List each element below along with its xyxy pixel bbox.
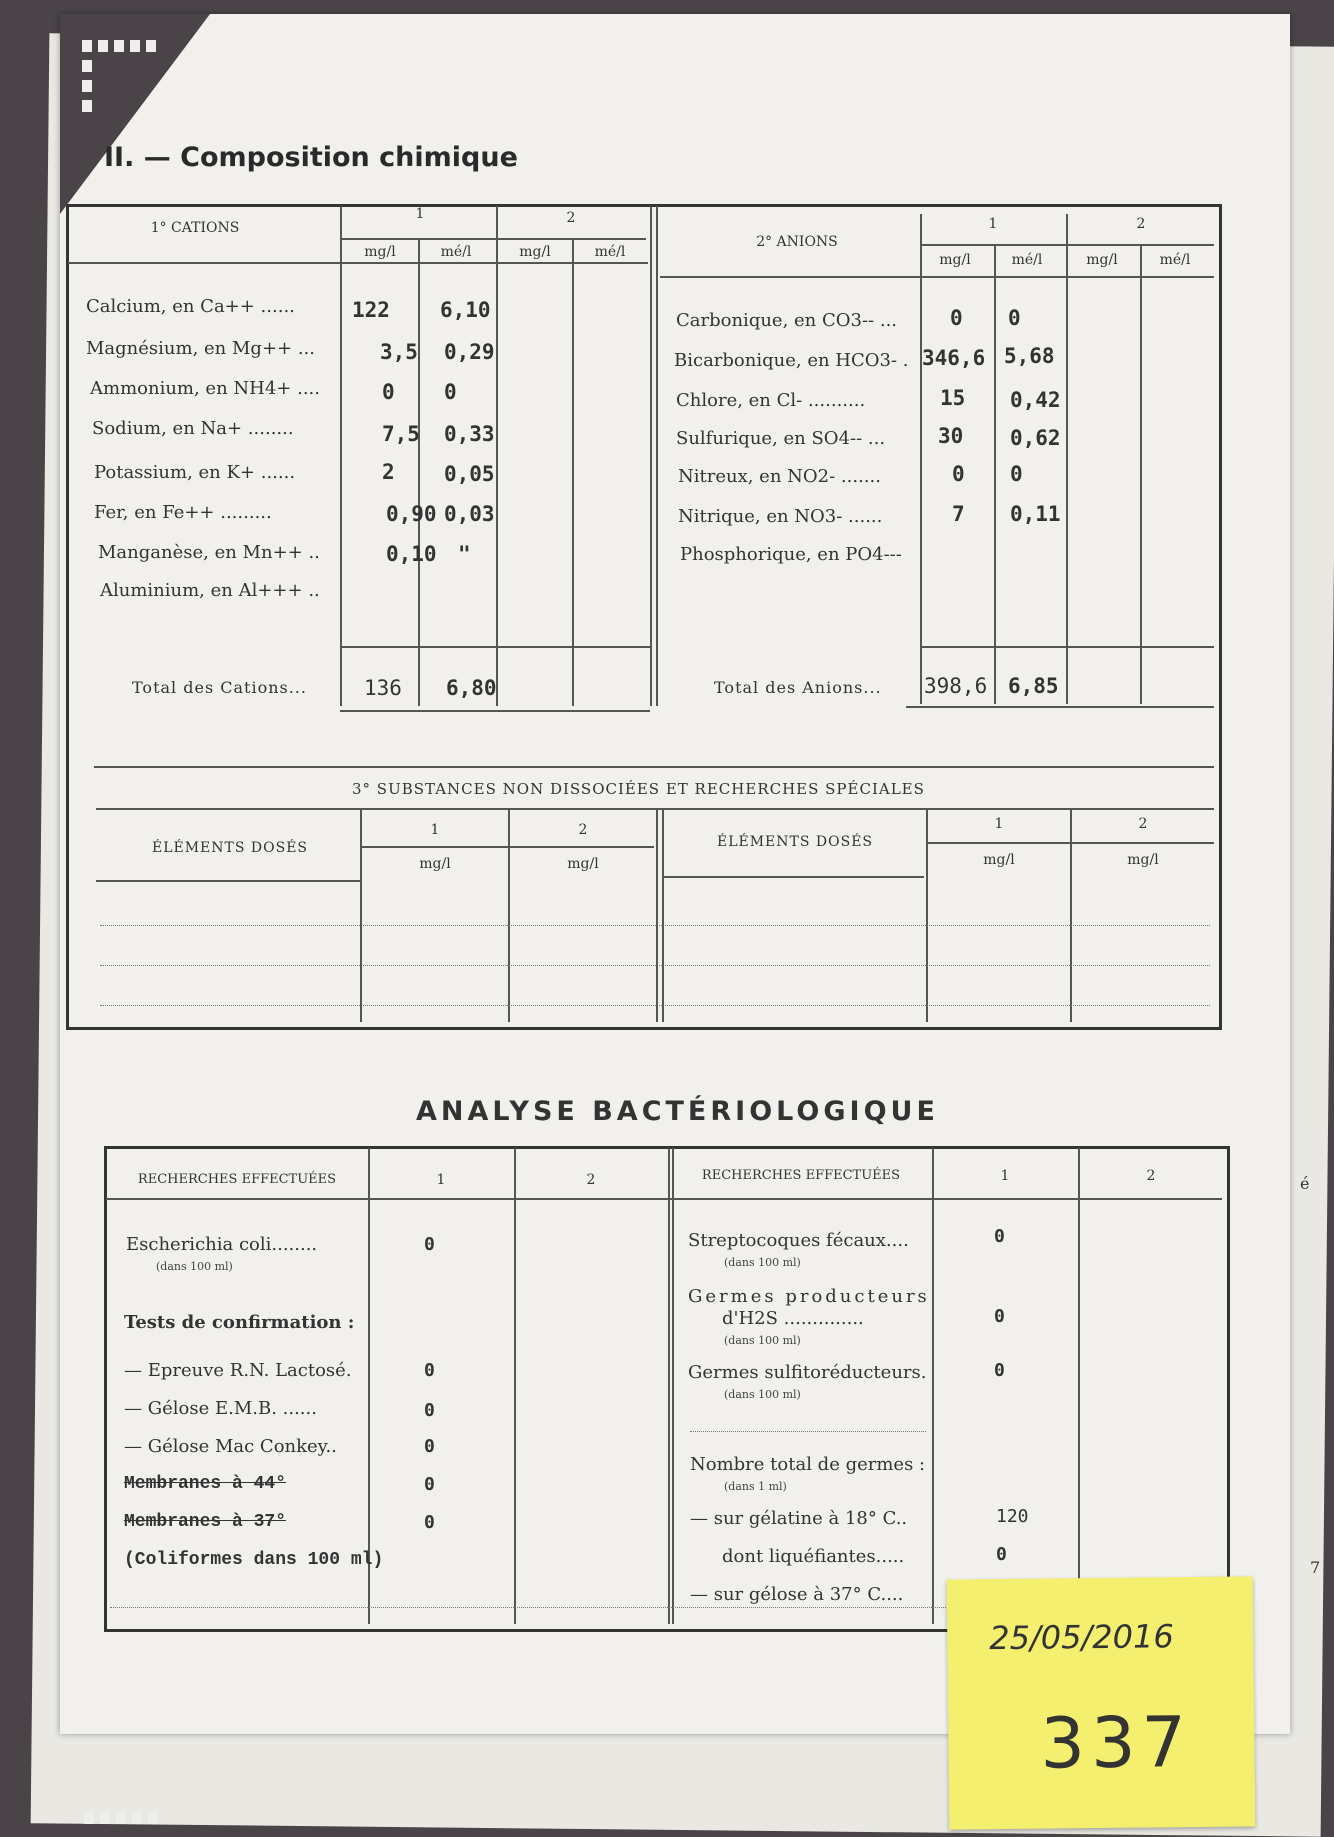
cation-me: 0,05 bbox=[444, 462, 495, 486]
special-col2-left: 2 bbox=[578, 822, 588, 838]
anion-me: 0,42 bbox=[1010, 388, 1061, 412]
anions-col2: 2 bbox=[1136, 216, 1146, 232]
anions-unit-me: mé/l bbox=[1011, 252, 1043, 268]
bacterio-label: (Coliformes dans 100 ml) bbox=[124, 1550, 384, 1570]
bacterio-label: — Epreuve R.N. Lactosé. bbox=[124, 1360, 352, 1381]
cation-label: Potassium, en K+ ...... bbox=[94, 462, 296, 483]
cations-col1: 1 bbox=[415, 206, 425, 222]
cations-total-label: Total des Cations... bbox=[132, 678, 307, 697]
bacterio-val: 120 bbox=[996, 1506, 1029, 1527]
anion-me: 0,62 bbox=[1010, 426, 1061, 450]
bacterio-col2-left: 2 bbox=[586, 1172, 596, 1188]
anions-unit-mg2: mg/l bbox=[1086, 252, 1118, 268]
cation-label: Aluminium, en Al+++ .. bbox=[100, 580, 320, 601]
anion-mg: 0 bbox=[952, 462, 965, 486]
bacterio-label: — sur gélose à 37° C.... bbox=[690, 1584, 904, 1605]
anion-label: Bicarbonique, en HCO3- . bbox=[674, 350, 909, 371]
bacterio-val: 0 bbox=[994, 1306, 1005, 1327]
bacterio-label: Tests de confirmation : bbox=[124, 1312, 355, 1333]
cation-mg: 7,5 bbox=[382, 422, 420, 446]
anion-me: 0,11 bbox=[1010, 502, 1061, 526]
special-unit-right1: mg/l bbox=[983, 852, 1015, 868]
anion-label: Nitrique, en NO3- ...... bbox=[678, 506, 883, 527]
anion-mg: 15 bbox=[940, 386, 966, 410]
cation-me: 6,10 bbox=[440, 298, 491, 322]
special-col1-left: 1 bbox=[430, 822, 440, 838]
bacterio-sub: (dans 100 ml) bbox=[156, 1260, 233, 1273]
anions-total-mg: 398,6 bbox=[924, 674, 988, 698]
cations-total-me: 6,80 bbox=[446, 676, 497, 700]
cations-col2: 2 bbox=[566, 210, 576, 226]
bacterio-sub: (dans 100 ml) bbox=[724, 1334, 801, 1347]
cation-me: 0,33 bbox=[444, 422, 495, 446]
bacterio-label: — Gélose Mac Conkey.. bbox=[124, 1436, 337, 1457]
bacterio-label: dont liquéfiantes..... bbox=[722, 1546, 905, 1567]
cation-mg: 3,5 bbox=[380, 340, 418, 364]
bacterio-col1-right: 1 bbox=[1000, 1168, 1010, 1184]
anion-mg: 30 bbox=[938, 424, 964, 448]
anion-mg: 346,6 bbox=[922, 346, 986, 370]
bacterio-title: ANALYSE BACTÉRIOLOGIQUE bbox=[416, 1096, 939, 1127]
bacterio-label: Escherichia coli........ bbox=[126, 1234, 318, 1255]
cations-unit-me2: mé/l bbox=[594, 244, 626, 260]
bacterio-val: 0 bbox=[994, 1360, 1005, 1381]
cation-mg: 0,10 bbox=[386, 542, 437, 566]
cation-label: Magnésium, en Mg++ ... bbox=[86, 338, 315, 359]
anion-me: 0 bbox=[1008, 306, 1021, 330]
cation-label: Fer, en Fe++ ......... bbox=[94, 502, 272, 523]
anion-label: Carbonique, en CO3-- ... bbox=[676, 310, 898, 331]
anions-unit-me2: mé/l bbox=[1159, 252, 1191, 268]
edge-mark-e: é bbox=[1300, 1174, 1310, 1193]
anion-label: Sulfurique, en SO4-- ... bbox=[676, 428, 886, 449]
bacterio-val: 0 bbox=[424, 1400, 435, 1421]
cation-me: 0,03 bbox=[444, 502, 495, 526]
sticky-note bbox=[947, 1576, 1256, 1829]
special-col1-right: 1 bbox=[994, 816, 1004, 832]
anions-header: 2° ANIONS bbox=[756, 234, 838, 250]
anion-label: Chlore, en Cl- .......... bbox=[676, 390, 866, 411]
edge-mark-7: 7 bbox=[1310, 1558, 1321, 1577]
section-title: II. — Composition chimique bbox=[104, 142, 518, 173]
cation-label: Calcium, en Ca++ ...... bbox=[86, 296, 295, 317]
bacterio-label: Membranes à 44° bbox=[124, 1474, 287, 1494]
cation-label: Manganèse, en Mn++ .. bbox=[98, 542, 320, 563]
anion-label: Phosphorique, en PO4--- bbox=[680, 544, 902, 565]
bacterio-val: 0 bbox=[424, 1360, 435, 1381]
cations-unit-mg: mg/l bbox=[364, 244, 396, 260]
bacterio-header-right: RECHERCHES EFFECTUÉES bbox=[701, 1168, 901, 1183]
special-elements-left: ÉLÉMENTS DOSÉS bbox=[151, 840, 309, 856]
bacterio-label: Germes sulfitoréducteurs. bbox=[688, 1362, 927, 1383]
anions-unit-mg: mg/l bbox=[939, 252, 971, 268]
cations-unit-mg2: mg/l bbox=[519, 244, 551, 260]
bacterio-val: 0 bbox=[424, 1474, 435, 1495]
bacterio-label: — sur gélatine à 18° C.. bbox=[690, 1508, 908, 1529]
special-unit-right2: mg/l bbox=[1127, 852, 1159, 868]
bacterio-val: 0 bbox=[424, 1436, 435, 1457]
bacterio-val: 0 bbox=[994, 1226, 1005, 1247]
bacterio-val: 0 bbox=[424, 1512, 435, 1533]
bacterio-val: 0 bbox=[424, 1234, 435, 1255]
anion-me: 5,68 bbox=[1004, 344, 1055, 368]
anions-col1: 1 bbox=[988, 216, 998, 232]
special-unit-left1: mg/l bbox=[419, 856, 451, 872]
bacterio-dots bbox=[690, 1430, 926, 1432]
cation-mg: 0 bbox=[382, 380, 395, 404]
bacterio-sub: (dans 1 ml) bbox=[724, 1480, 787, 1493]
bacterio-val: 0 bbox=[996, 1544, 1007, 1565]
anions-total-me: 6,85 bbox=[1008, 674, 1059, 698]
cations-total-mg: 136 bbox=[364, 676, 402, 700]
cation-mg: 122 bbox=[352, 298, 390, 322]
cation-me: 0 bbox=[444, 380, 457, 404]
cation-label: Sodium, en Na+ ........ bbox=[92, 418, 294, 439]
anion-mg: 0 bbox=[950, 306, 963, 330]
anion-mg: 7 bbox=[952, 502, 965, 526]
bacterio-header-left: RECHERCHES EFFECTUÉES bbox=[137, 1172, 337, 1187]
bacterio-sub: (dans 100 ml) bbox=[724, 1256, 801, 1269]
cation-mg: 2 bbox=[382, 460, 395, 484]
cations-unit-me: mé/l bbox=[440, 244, 472, 260]
cation-mg: 0,90 bbox=[386, 502, 437, 526]
chemical-table bbox=[66, 204, 1222, 1030]
anion-label: Nitreux, en NO2- ....... bbox=[678, 466, 881, 487]
bacterio-label: Membranes à 37° bbox=[124, 1512, 287, 1532]
bacterio-col1-left: 1 bbox=[436, 1172, 446, 1188]
bacterio-label: d'H2S .............. bbox=[722, 1308, 864, 1329]
bacterio-label: — Gélose E.M.B. ...... bbox=[124, 1398, 317, 1419]
anions-total-label: Total des Anions... bbox=[714, 678, 882, 697]
cation-label: Ammonium, en NH4+ .... bbox=[90, 378, 320, 399]
special-unit-left2: mg/l bbox=[567, 856, 599, 872]
special-elements-right: ÉLÉMENTS DOSÉS bbox=[716, 834, 874, 850]
anion-me: 0 bbox=[1010, 462, 1023, 486]
bacterio-label: Streptocoques fécaux.... bbox=[688, 1230, 909, 1251]
special-header: 3° SUBSTANCES NON DISSOCIÉES ET RECHERCHES SPÉCIALES bbox=[352, 780, 925, 798]
bacterio-label: Nombre total de germes : bbox=[690, 1454, 926, 1475]
bacterio-label: Germes producteurs bbox=[688, 1286, 930, 1307]
bacterio-sub: (dans 100 ml) bbox=[724, 1388, 801, 1401]
cation-me: " bbox=[458, 542, 471, 566]
cation-me: 0,29 bbox=[444, 340, 495, 364]
sticky-note-number: 337 bbox=[1039, 1701, 1193, 1785]
special-col2-right: 2 bbox=[1138, 816, 1148, 832]
cations-header: 1° CATIONS bbox=[150, 220, 240, 236]
sticky-note-date: 25/05/2016 bbox=[989, 1617, 1174, 1658]
bacterio-col2-right: 2 bbox=[1146, 1168, 1156, 1184]
